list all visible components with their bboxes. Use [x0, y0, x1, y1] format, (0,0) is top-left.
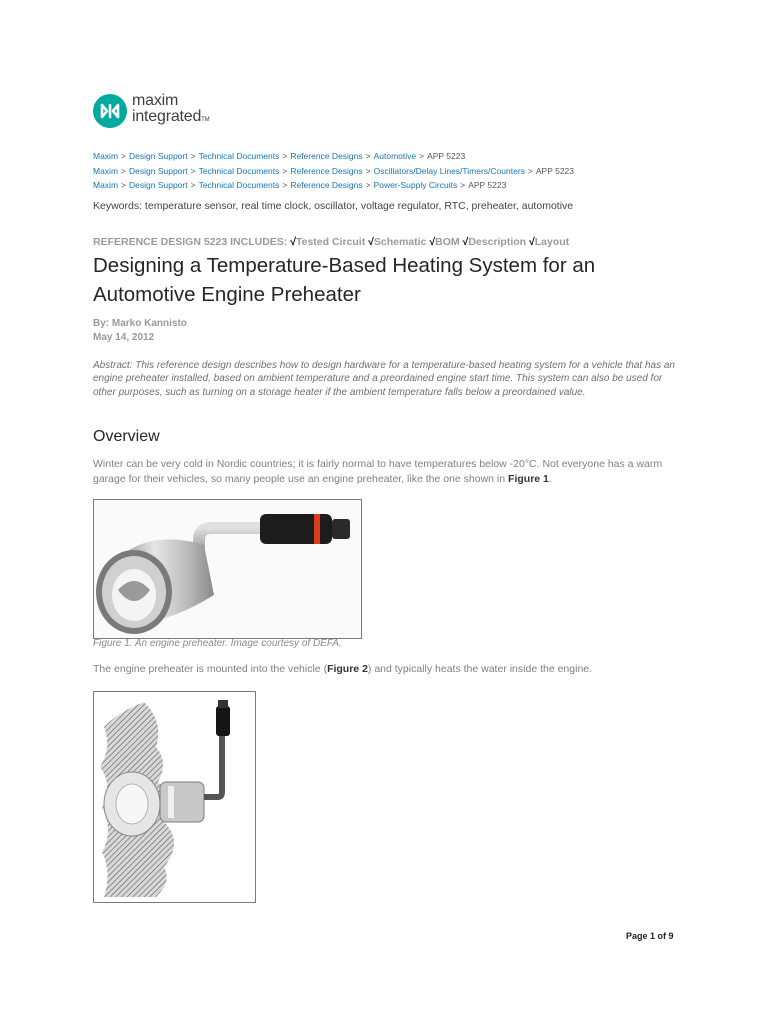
page-number: Page 1 of 9: [626, 931, 674, 941]
breadcrumb-separator: >: [121, 165, 126, 176]
breadcrumb-link[interactable]: Design Support: [129, 165, 188, 176]
breadcrumb-link[interactable]: Automotive: [373, 151, 417, 161]
figure-1-engine-preheater-image: [93, 499, 362, 639]
page-title: Designing a Temperature-Based Heating System for an Automotive Engine Preheater: [93, 254, 596, 306]
breadcrumb-separator: >: [282, 151, 288, 161]
includes-item[interactable]: Schematic: [373, 236, 430, 248]
breadcrumb-link[interactable]: Reference Designs: [290, 180, 363, 190]
breadcrumb-separator: >: [282, 180, 288, 190]
keywords-line: Keywords: temperature sensor, real time clock, oscillator, voltage regulator, RTC, preheater, automotive: [93, 200, 574, 212]
abstract: Abstract: This reference design describes how to design hardware for a temperature-based heating system for a vehicle that has an engine preheater installed, based on ambient temperature and a preordained engine start time. This system can also be used for other purposes, such as turning on a storage heater if the ambient temperature falls below a preordained value.: [93, 360, 675, 398]
figure-1-caption: Figure 1. An engine preheater. Image courtesy of DEFA.: [93, 638, 342, 649]
breadcrumb-list: [93, 149, 574, 193]
breadcrumb-link[interactable]: Technical Documents: [198, 180, 280, 190]
logo-line-1: maxim: [132, 92, 179, 109]
logo-wordmark: [132, 93, 209, 128]
overview-heading: Overview: [93, 428, 160, 445]
figure-1-reference[interactable]: Figure 1: [508, 473, 549, 485]
publish-date: May 14, 2012: [93, 332, 155, 343]
includes-item[interactable]: BOM: [435, 236, 463, 248]
checkmark-icon: √: [290, 236, 296, 248]
includes-item[interactable]: Description: [468, 236, 529, 248]
breadcrumb-link[interactable]: Reference Designs: [290, 151, 363, 161]
breadcrumb-link[interactable]: Design Support: [129, 180, 188, 190]
breadcrumb: [93, 164, 574, 179]
breadcrumb-link[interactable]: Maxim: [93, 151, 119, 161]
paragraph-text-end: ) and typically heats the water inside the engine.: [367, 663, 593, 675]
breadcrumb: [93, 178, 574, 193]
maxim-logo[interactable]: [93, 93, 209, 128]
figure-2-reference[interactable]: Figure 2: [327, 663, 368, 675]
breadcrumb-current: APP 5223: [427, 151, 466, 161]
breadcrumb-link[interactable]: Maxim: [93, 165, 119, 176]
paragraph-text: Winter can be very cold in Nordic countries; it is fairly normal to have temperatures below -20°C. Not everyone has a warm garage for their vehicles, so many people use an engine preheater, like the one shown in: [93, 458, 663, 485]
breadcrumb-separator: >: [282, 165, 288, 176]
paragraph-text: The engine preheater is mounted into the vehicle (: [93, 663, 328, 675]
breadcrumb-link[interactable]: Technical Documents: [198, 165, 280, 176]
checkmark-icon: √: [462, 236, 469, 248]
breadcrumb-separator: >: [365, 165, 371, 176]
engine-preheater-illustration: [94, 500, 361, 638]
byline: [93, 317, 187, 345]
breadcrumb-link[interactable]: Technical Documents: [198, 151, 280, 161]
breadcrumb-link[interactable]: Design Support: [129, 151, 188, 161]
breadcrumb-separator: >: [190, 180, 196, 190]
includes-item[interactable]: Layout: [534, 236, 570, 248]
breadcrumb-separator: >: [419, 151, 425, 161]
checkmark-icon: √: [368, 236, 374, 248]
breadcrumb-separator: >: [365, 151, 371, 161]
overview-paragraph-1: [93, 457, 683, 487]
checkmark-icon: √: [429, 236, 436, 248]
breadcrumb-link[interactable]: Oscillators/Delay Lines/Timers/Counters: [373, 165, 525, 176]
maxim-logo-icon: [93, 94, 127, 128]
breadcrumb-separator: >: [121, 151, 126, 161]
breadcrumb: [93, 149, 574, 164]
breadcrumb-separator: >: [121, 180, 126, 190]
breadcrumb-separator: >: [365, 180, 371, 190]
breadcrumb-link[interactable]: Maxim: [93, 180, 119, 190]
logo-trademark: TM: [201, 117, 210, 123]
breadcrumb-separator: >: [460, 180, 466, 190]
checkmark-icon: √: [529, 236, 535, 248]
overview-paragraph-2: [93, 663, 592, 675]
breadcrumb-separator: >: [527, 165, 533, 176]
design-includes-line: [93, 236, 569, 248]
paragraph-text-end: .: [548, 473, 552, 485]
mounted-preheater-illustration: [94, 692, 255, 902]
breadcrumb-separator: >: [190, 165, 196, 176]
breadcrumb-separator: >: [190, 151, 196, 161]
includes-item[interactable]: Tested Circuit: [295, 236, 369, 248]
breadcrumb-link[interactable]: Reference Designs: [290, 165, 363, 176]
includes-prefix: REFERENCE DESIGN 5223 INCLUDES:: [93, 236, 291, 248]
author: By: Marko Kannisto: [93, 318, 187, 329]
breadcrumb-current: APP 5223: [468, 180, 507, 190]
figure-2-mounted-preheater-image: [93, 691, 256, 903]
breadcrumb-link[interactable]: Power-Supply Circuits: [373, 180, 458, 190]
breadcrumb-current: APP 5223: [535, 165, 575, 176]
logo-line-2: integrated: [132, 108, 202, 125]
